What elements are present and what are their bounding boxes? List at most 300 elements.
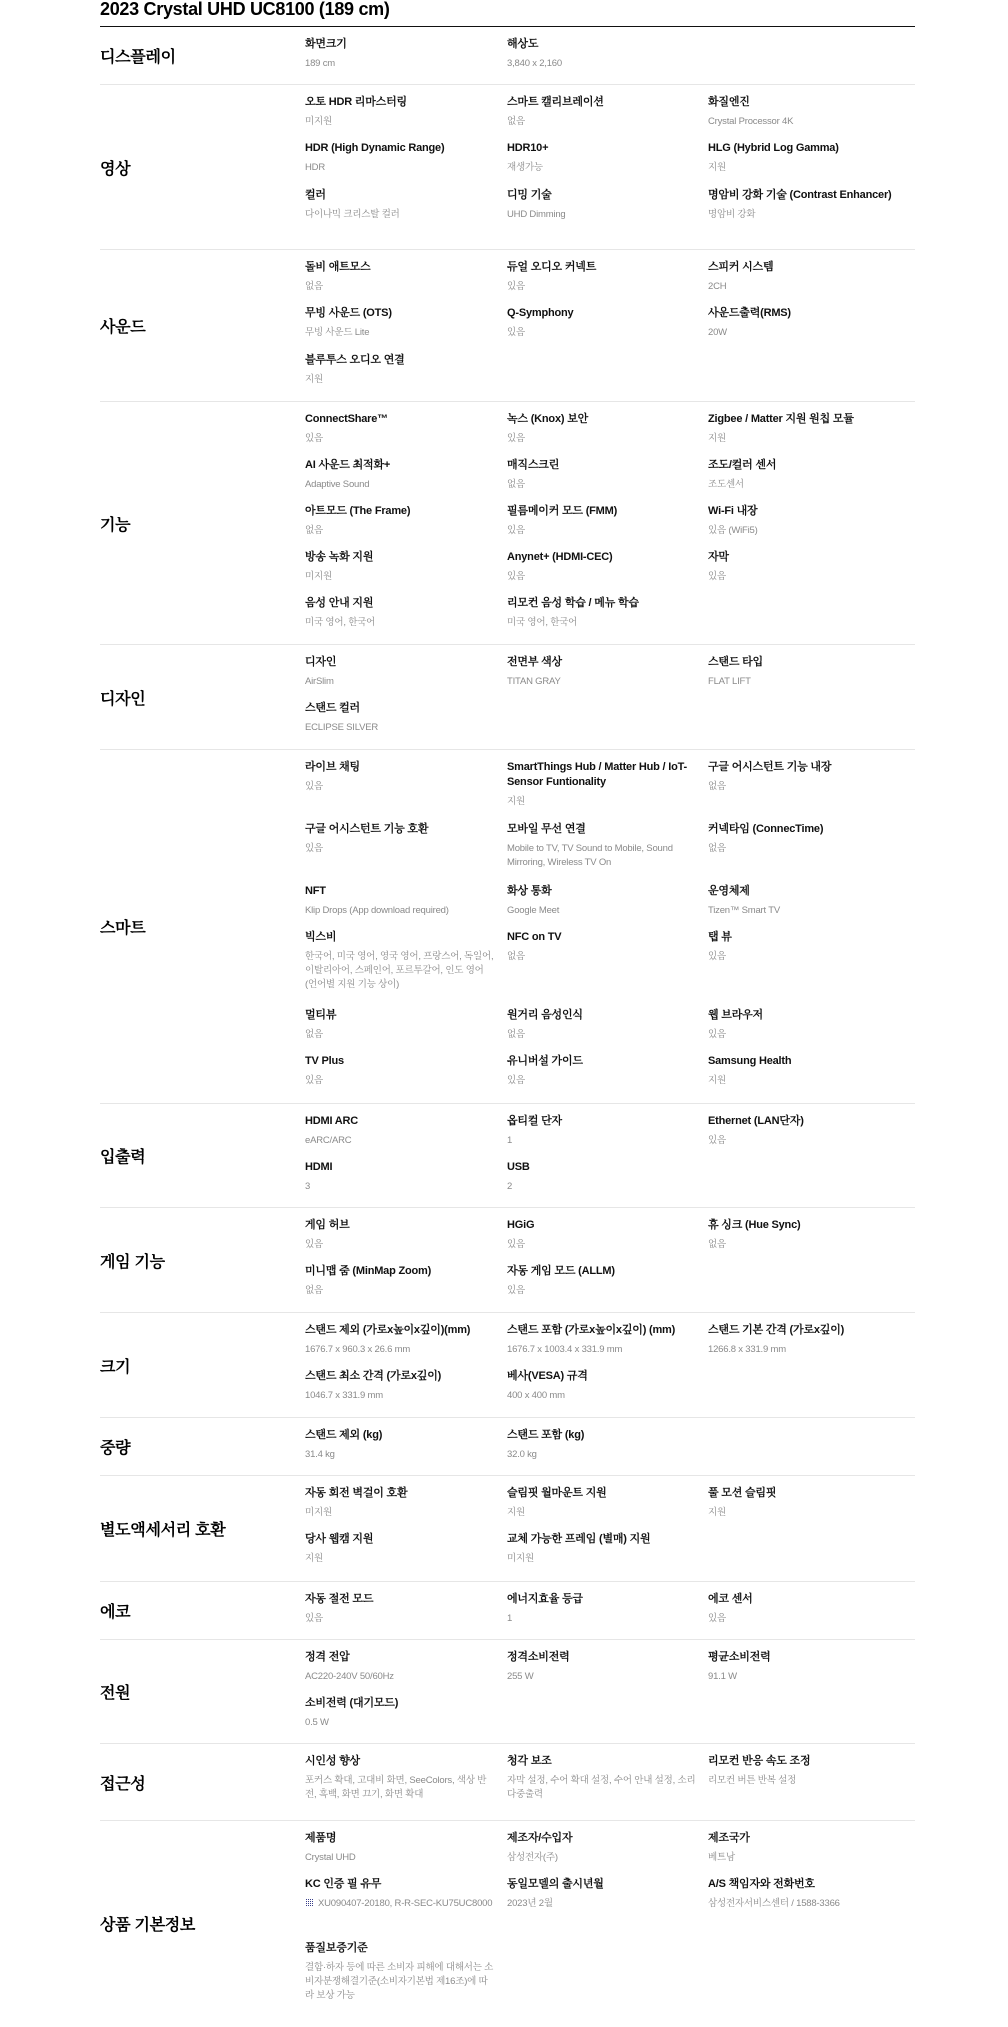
spec-label: 소비전력 (대기모드) bbox=[305, 1697, 399, 1709]
spec-item bbox=[708, 1486, 898, 1520]
spec-label: 시인성 향상 bbox=[305, 1755, 360, 1767]
spec-item bbox=[305, 412, 495, 446]
spec-label: 스피커 시스템 bbox=[708, 261, 774, 273]
section-title: 스마트 bbox=[100, 920, 146, 937]
spec-value: 없음 bbox=[708, 1239, 726, 1250]
spec-label: 평균소비전력 bbox=[708, 1651, 771, 1663]
spec-item bbox=[708, 188, 898, 222]
spec-value: HDR bbox=[305, 162, 325, 173]
spec-value: 없음 bbox=[305, 1285, 323, 1296]
spec-item bbox=[305, 1160, 495, 1194]
section-title: 사운드 bbox=[100, 319, 146, 336]
spec-label: 게임 허브 bbox=[305, 1219, 350, 1231]
spec-item bbox=[305, 1114, 495, 1148]
spec-value: 없음 bbox=[305, 525, 323, 536]
spec-item bbox=[708, 1218, 898, 1252]
spec-item bbox=[507, 1831, 697, 1865]
spec-item bbox=[305, 1831, 495, 1865]
section-title: 에코 bbox=[100, 1604, 131, 1621]
spec-item bbox=[507, 95, 697, 129]
spec-label: 풀 모션 슬림핏 bbox=[708, 1487, 777, 1499]
spec-item bbox=[305, 1696, 495, 1730]
spec-value: 31.4 kg bbox=[305, 1449, 335, 1460]
spec-label: 오토 HDR 리마스터링 bbox=[305, 96, 407, 108]
spec-item bbox=[305, 1369, 495, 1403]
spec-label: 제조국가 bbox=[708, 1832, 750, 1844]
spec-label: 리모컨 반응 속도 조정 bbox=[708, 1755, 811, 1767]
spec-label: 청각 보조 bbox=[507, 1755, 552, 1767]
spec-item bbox=[305, 141, 495, 175]
spec-label: 스탠드 최소 간격 (가로x깊이) bbox=[305, 1370, 442, 1382]
spec-item bbox=[708, 822, 898, 856]
spec-value: 1266.8 x 331.9 mm bbox=[708, 1344, 786, 1355]
spec-value: 한국어, 미국 영어, 영국 영어, 프랑스어, 독일어, 이탈리아어, 스페인어, 포르투갈어, 인도 영어 (언어별 지원 기능 상이) bbox=[305, 951, 494, 990]
spec-label: 해상도 bbox=[507, 38, 539, 50]
spec-label: Zigbee / Matter 지원 원칩 모듈 bbox=[708, 413, 854, 425]
spec-item bbox=[507, 37, 697, 71]
spec-item bbox=[305, 458, 495, 492]
spec-item bbox=[305, 260, 495, 294]
spec-label: 구글 어시스턴트 기능 내장 bbox=[708, 761, 832, 773]
spec-value: 결함·하자 등에 따른 소비자 피해에 대해서는 소비자분쟁해결기준(소비자기본법 제16조)에 따라 보상 가능 bbox=[305, 1962, 494, 2001]
section-title: 기능 bbox=[100, 516, 131, 534]
spec-label: 교체 가능한 프레임 (별매) 지원 bbox=[507, 1533, 651, 1545]
spec-value: 189 cm bbox=[305, 58, 335, 69]
spec-value: eARC/ARC bbox=[305, 1135, 352, 1146]
spec-item bbox=[708, 306, 898, 340]
spec-value: 2CH bbox=[708, 281, 727, 292]
section-title: 입출력 bbox=[100, 1149, 146, 1166]
spec-item bbox=[708, 1877, 898, 1911]
spec-label: 아트모드 (The Frame) bbox=[305, 505, 411, 517]
spec-label: 돌비 애트모스 bbox=[305, 261, 371, 273]
page-title: 2023 Crystal UHD UC8100 (189 cm) bbox=[100, 0, 390, 19]
spec-item bbox=[305, 550, 495, 584]
spec-item bbox=[507, 260, 697, 294]
section-title: 게임 기능 bbox=[100, 1253, 165, 1271]
section-title: 영상 bbox=[100, 160, 131, 178]
spec-label: 화질엔진 bbox=[708, 96, 750, 108]
spec-item bbox=[305, 1323, 495, 1357]
spec-section bbox=[100, 1821, 915, 2026]
spec-label: 컬러 bbox=[305, 189, 326, 201]
spec-section bbox=[100, 750, 915, 1104]
spec-label: 스탠드 포함 (가로x높이x깊이) (mm) bbox=[507, 1324, 676, 1336]
spec-section bbox=[100, 250, 915, 402]
spec-value: 자막 설정, 수어 확대 설정, 수어 안내 설정, 소리 다중출력 bbox=[507, 1775, 696, 1800]
spec-value: 0.5 W bbox=[305, 1717, 329, 1728]
spec-label: 베사(VESA) 규격 bbox=[507, 1370, 588, 1382]
spec-value: Tizen™ Smart TV bbox=[708, 905, 780, 916]
spec-value: TITAN GRAY bbox=[507, 676, 561, 687]
spec-value: 없음 bbox=[507, 116, 525, 127]
spec-section bbox=[100, 1582, 915, 1640]
spec-value: 2 bbox=[507, 1181, 513, 1192]
spec-value: 2023년 2월 bbox=[507, 1898, 553, 1909]
spec-item bbox=[305, 1532, 495, 1566]
spec-item bbox=[507, 188, 697, 222]
spec-item bbox=[708, 930, 898, 964]
spec-value: 미지원 bbox=[507, 1553, 534, 1564]
spec-label: 음성 안내 지원 bbox=[305, 597, 374, 609]
spec-item bbox=[507, 1369, 697, 1403]
spec-item bbox=[708, 884, 898, 918]
spec-section bbox=[100, 1208, 915, 1313]
spec-item bbox=[507, 412, 697, 446]
title-bar bbox=[100, 0, 915, 27]
spec-label: HDR (High Dynamic Range) bbox=[305, 142, 445, 154]
spec-label: 무빙 사운드 (OTS) bbox=[305, 307, 392, 319]
spec-item bbox=[708, 1831, 898, 1865]
spec-value: 3 bbox=[305, 1181, 311, 1192]
spec-item bbox=[708, 95, 898, 129]
spec-label: SmartThings Hub / Matter Hub / IoT-Sensor Funtionality bbox=[507, 761, 688, 788]
spec-item bbox=[507, 1114, 697, 1148]
spec-item bbox=[305, 37, 495, 71]
spec-label: 제품명 bbox=[305, 1832, 337, 1844]
spec-item bbox=[507, 884, 697, 918]
kc-mark-icon bbox=[305, 1898, 314, 1907]
spec-label: TV Plus bbox=[305, 1055, 344, 1067]
spec-value bbox=[305, 1897, 495, 1911]
spec-item bbox=[507, 822, 697, 870]
spec-label: 슬림핏 월마운트 지원 bbox=[507, 1487, 607, 1499]
spec-value: 있음 bbox=[507, 1239, 525, 1250]
spec-item bbox=[305, 1428, 495, 1462]
spec-value: Crystal UHD bbox=[305, 1852, 356, 1863]
spec-label: ConnectShare™ bbox=[305, 413, 388, 425]
spec-value: 지원 bbox=[305, 374, 323, 385]
spec-value: 없음 bbox=[708, 843, 726, 854]
section-title: 접근성 bbox=[100, 1775, 146, 1793]
spec-item bbox=[305, 306, 495, 340]
spec-value: Crystal Processor 4K bbox=[708, 116, 794, 127]
spec-value: 지원 bbox=[507, 796, 525, 807]
spec-value: 3,840 x 2,160 bbox=[507, 58, 562, 69]
spec-value: 1046.7 x 331.9 mm bbox=[305, 1390, 383, 1401]
spec-value: 없음 bbox=[708, 781, 726, 792]
spec-item bbox=[305, 760, 495, 794]
spec-value: 255 W bbox=[507, 1671, 534, 1682]
spec-item bbox=[507, 1160, 697, 1194]
spec-item bbox=[708, 1323, 898, 1357]
spec-value: 미지원 bbox=[305, 571, 332, 582]
spec-value: 있음 bbox=[708, 1613, 726, 1624]
spec-item bbox=[507, 1323, 697, 1357]
spec-value: 있음 bbox=[507, 281, 525, 292]
spec-label: 스탠드 기본 간격 (가로x깊이) bbox=[708, 1324, 845, 1336]
spec-item bbox=[507, 760, 697, 809]
spec-label: 운영체제 bbox=[708, 885, 750, 897]
spec-label: 매직스크린 bbox=[507, 459, 560, 471]
spec-section bbox=[100, 27, 915, 85]
spec-label: 모바일 무선 연결 bbox=[507, 823, 586, 835]
spec-item bbox=[305, 1877, 495, 1911]
spec-section bbox=[100, 645, 915, 750]
spec-item bbox=[305, 188, 495, 222]
spec-label: 전면부 색상 bbox=[507, 656, 562, 668]
spec-label: 스탠드 컬러 bbox=[305, 702, 360, 714]
spec-item bbox=[305, 596, 495, 630]
spec-value: 있음 bbox=[507, 1075, 525, 1086]
spec-value: 없음 bbox=[507, 479, 525, 490]
spec-item bbox=[708, 760, 898, 794]
spec-item bbox=[507, 504, 697, 538]
spec-item bbox=[305, 1054, 495, 1088]
spec-value: 91.1 W bbox=[708, 1671, 737, 1682]
spec-value: 있음 bbox=[708, 571, 726, 582]
spec-label: 구글 어시스턴트 기능 호환 bbox=[305, 823, 429, 835]
spec-value: 20W bbox=[708, 327, 727, 338]
spec-label: 방송 녹화 지원 bbox=[305, 551, 374, 563]
spec-item bbox=[507, 1650, 697, 1684]
spec-item bbox=[708, 550, 898, 584]
spec-value: 조도센서 bbox=[708, 479, 744, 490]
spec-value: 있음 bbox=[708, 1029, 726, 1040]
spec-section bbox=[100, 1313, 915, 1418]
spec-label: 멀티뷰 bbox=[305, 1009, 337, 1021]
spec-value: 삼성전자서비스센터 / 1588-3366 bbox=[708, 1898, 840, 1909]
spec-value: 삼성전자(주) bbox=[507, 1852, 558, 1863]
spec-label: 스탠드 타입 bbox=[708, 656, 763, 668]
kc-cert-text: XU090407-20180, R-R-SEC-KU75UC8000 bbox=[318, 1898, 493, 1909]
spec-item bbox=[708, 1754, 898, 1788]
spec-label: 제조자/수입자 bbox=[507, 1832, 573, 1844]
spec-item bbox=[305, 930, 495, 992]
spec-label: 블루투스 오디오 연결 bbox=[305, 354, 405, 366]
spec-value: UHD Dimming bbox=[507, 209, 566, 220]
spec-value: 리모컨 버튼 반복 설정 bbox=[708, 1775, 797, 1786]
spec-value: 있음 bbox=[305, 781, 323, 792]
spec-value: 있음 bbox=[708, 1135, 726, 1146]
spec-value: Adaptive Sound bbox=[305, 479, 370, 490]
spec-label: 에코 센서 bbox=[708, 1593, 753, 1605]
spec-item bbox=[507, 458, 697, 492]
spec-item bbox=[507, 550, 697, 584]
section-title: 디스플레이 bbox=[100, 49, 176, 66]
spec-value: 있음 bbox=[708, 951, 726, 962]
spec-value: 없음 bbox=[507, 951, 525, 962]
spec-label: Anynet+ (HDMI-CEC) bbox=[507, 551, 613, 563]
spec-item bbox=[305, 95, 495, 129]
spec-value: 있음 bbox=[305, 1613, 323, 1624]
spec-value: 베트남 bbox=[708, 1852, 735, 1863]
spec-label: 당사 웹캠 지원 bbox=[305, 1533, 374, 1545]
spec-item bbox=[507, 1754, 697, 1802]
spec-item bbox=[507, 930, 697, 964]
spec-label: 정격소비전력 bbox=[507, 1651, 570, 1663]
spec-value: 있음 bbox=[507, 1285, 525, 1296]
spec-label: 커넥타임 (ConnecTime) bbox=[708, 823, 824, 835]
spec-label: 화상 통화 bbox=[507, 885, 552, 897]
spec-section bbox=[100, 402, 915, 645]
spec-label: HLG (Hybrid Log Gamma) bbox=[708, 142, 839, 154]
spec-label: 듀얼 오디오 커넥트 bbox=[507, 261, 597, 273]
spec-value: 1 bbox=[507, 1613, 513, 1624]
section-title: 디자인 bbox=[100, 690, 146, 708]
spec-item bbox=[507, 1054, 697, 1088]
spec-label: AI 사운드 최적화+ bbox=[305, 459, 391, 471]
spec-label: Samsung Health bbox=[708, 1055, 792, 1067]
spec-value: 있음 bbox=[305, 1239, 323, 1250]
spec-value: 400 x 400 mm bbox=[507, 1390, 565, 1401]
spec-item bbox=[507, 306, 697, 340]
spec-value: 포커스 확대, 고대비 화면, SeeColors, 색상 반전, 흑백, 화면 끄기, 화면 확대 bbox=[305, 1775, 487, 1800]
spec-item bbox=[507, 1592, 697, 1626]
spec-section bbox=[100, 85, 915, 250]
spec-item bbox=[507, 1008, 697, 1042]
spec-label: 휴 싱크 (Hue Sync) bbox=[708, 1219, 801, 1231]
spec-section bbox=[100, 1104, 915, 1208]
spec-label: 스탠드 제외 (kg) bbox=[305, 1429, 383, 1441]
spec-item bbox=[305, 1650, 495, 1684]
spec-item bbox=[305, 1592, 495, 1626]
spec-value: AirSlim bbox=[305, 676, 334, 687]
spec-value: 미지원 bbox=[305, 1507, 332, 1518]
spec-item bbox=[305, 1218, 495, 1252]
spec-item bbox=[708, 504, 898, 538]
section-title: 중량 bbox=[100, 1440, 131, 1457]
spec-value: 1 bbox=[507, 1135, 513, 1146]
spec-item bbox=[507, 1877, 697, 1911]
spec-value: 미국 영어, 한국어 bbox=[305, 617, 376, 628]
spec-value: 있음 bbox=[305, 1075, 323, 1086]
spec-value: 지원 bbox=[708, 433, 726, 444]
spec-value: 지원 bbox=[507, 1507, 525, 1518]
spec-label: HDMI ARC bbox=[305, 1115, 358, 1127]
spec-label: Q-Symphony bbox=[507, 307, 574, 319]
spec-label: NFT bbox=[305, 885, 326, 897]
spec-item bbox=[507, 655, 697, 689]
spec-value: AC220-240V 50/60Hz bbox=[305, 1671, 394, 1682]
spec-label: 탭 뷰 bbox=[708, 931, 732, 943]
spec-label: USB bbox=[507, 1161, 530, 1173]
spec-item bbox=[305, 1754, 495, 1802]
spec-label: 동일모델의 출시년월 bbox=[507, 1878, 604, 1890]
spec-item bbox=[708, 141, 898, 175]
spec-label: 빅스비 bbox=[305, 931, 337, 943]
spec-item bbox=[305, 504, 495, 538]
spec-label: 화면크기 bbox=[305, 38, 347, 50]
spec-item bbox=[507, 1264, 697, 1298]
spec-label: 웹 브라우저 bbox=[708, 1009, 763, 1021]
spec-value: 있음 bbox=[507, 327, 525, 338]
spec-label: HDR10+ bbox=[507, 142, 549, 154]
spec-label: 미니맵 줌 (MinMap Zoom) bbox=[305, 1265, 432, 1277]
spec-value: 지원 bbox=[708, 162, 726, 173]
spec-label: 디밍 기술 bbox=[507, 189, 552, 201]
spec-value: 지원 bbox=[708, 1507, 726, 1518]
spec-label: 원거리 음성인식 bbox=[507, 1009, 583, 1021]
spec-label: 스탠드 포함 (kg) bbox=[507, 1429, 585, 1441]
spec-item bbox=[708, 260, 898, 294]
spec-item bbox=[305, 655, 495, 689]
spec-item bbox=[708, 1114, 898, 1148]
spec-item bbox=[305, 822, 495, 856]
spec-label: 필름메이커 모드 (FMM) bbox=[507, 505, 618, 517]
spec-item bbox=[305, 884, 495, 918]
spec-label: 자동 회전 벽걸이 호환 bbox=[305, 1487, 408, 1499]
section-title: 크기 bbox=[100, 1358, 131, 1376]
spec-value: 32.0 kg bbox=[507, 1449, 537, 1460]
spec-value: 미국 영어, 한국어 bbox=[507, 617, 578, 628]
spec-value: Klip Drops (App download required) bbox=[305, 905, 449, 916]
spec-label: 라이브 채팅 bbox=[305, 761, 360, 773]
section-title: 전원 bbox=[100, 1685, 131, 1702]
section-title: 상품 기본정보 bbox=[100, 1917, 196, 1934]
spec-value: 1676.7 x 960.3 x 26.6 mm bbox=[305, 1344, 411, 1355]
spec-label: HGiG bbox=[507, 1219, 535, 1231]
spec-value: 있음 bbox=[507, 433, 525, 444]
spec-value: 없음 bbox=[305, 1029, 323, 1040]
section-title: 별도액세서리 호환 bbox=[100, 1522, 226, 1539]
spec-value: 명암비 강화 bbox=[708, 209, 756, 220]
spec-item bbox=[305, 1264, 495, 1298]
spec-value: 없음 bbox=[507, 1029, 525, 1040]
spec-label: 정격 전압 bbox=[305, 1651, 350, 1663]
spec-label: Wi-Fi 내장 bbox=[708, 505, 758, 517]
spec-label: 옵티컬 단자 bbox=[507, 1115, 562, 1127]
spec-value: 미지원 bbox=[305, 116, 332, 127]
spec-item bbox=[708, 1650, 898, 1684]
spec-item bbox=[305, 1486, 495, 1520]
spec-label: 자막 bbox=[708, 551, 729, 563]
spec-value: 지원 bbox=[708, 1075, 726, 1086]
spec-label: 유니버설 가이드 bbox=[507, 1055, 583, 1067]
spec-value: FLAT LIFT bbox=[708, 676, 751, 687]
spec-item bbox=[708, 655, 898, 689]
spec-value: ECLIPSE SILVER bbox=[305, 722, 379, 733]
spec-value: 무빙 사운드 Lite bbox=[305, 327, 370, 338]
spec-value: 있음 bbox=[507, 571, 525, 582]
spec-label: 에너지효율 등급 bbox=[507, 1593, 583, 1605]
spec-value: 1676.7 x 1003.4 x 331.9 mm bbox=[507, 1344, 623, 1355]
spec-label: 디자인 bbox=[305, 656, 337, 668]
spec-section bbox=[100, 1418, 915, 1476]
spec-value: 있음 bbox=[507, 525, 525, 536]
spec-item bbox=[507, 1532, 697, 1566]
spec-label: 스탠드 제외 (가로x높이x깊이)(mm) bbox=[305, 1324, 471, 1336]
spec-section bbox=[100, 1476, 915, 1582]
spec-value: 지원 bbox=[305, 1553, 323, 1564]
spec-section bbox=[100, 1744, 915, 1821]
spec-label: 조도/컬러 센서 bbox=[708, 459, 777, 471]
spec-item bbox=[708, 458, 898, 492]
spec-item bbox=[305, 1008, 495, 1042]
spec-label: Ethernet (LAN단자) bbox=[708, 1115, 804, 1127]
spec-value: 있음 bbox=[305, 843, 323, 854]
spec-item bbox=[507, 1218, 697, 1252]
spec-item bbox=[708, 1008, 898, 1042]
spec-item bbox=[305, 701, 495, 735]
spec-label: A/S 책임자와 전화번호 bbox=[708, 1878, 815, 1890]
spec-label: 녹스 (Knox) 보안 bbox=[507, 413, 589, 425]
spec-item bbox=[708, 412, 898, 446]
spec-item bbox=[507, 596, 697, 630]
spec-value: 있음 (WiFi5) bbox=[708, 525, 758, 536]
spec-label: 사운드출력(RMS) bbox=[708, 307, 791, 319]
spec-item bbox=[305, 353, 495, 387]
spec-value: 없음 bbox=[305, 281, 323, 292]
spec-label: 자동 절전 모드 bbox=[305, 1593, 374, 1605]
spec-label: 품질보증기준 bbox=[305, 1942, 368, 1954]
spec-label: NFC on TV bbox=[507, 931, 562, 943]
spec-value: 재생가능 bbox=[507, 162, 543, 173]
spec-item bbox=[507, 141, 697, 175]
spec-label: 스마트 캘리브레이션 bbox=[507, 96, 604, 108]
spec-item bbox=[507, 1486, 697, 1520]
spec-value: Mobile to TV, TV Sound to Mobile, Sound Mirroring, Wireless TV On bbox=[507, 843, 673, 868]
